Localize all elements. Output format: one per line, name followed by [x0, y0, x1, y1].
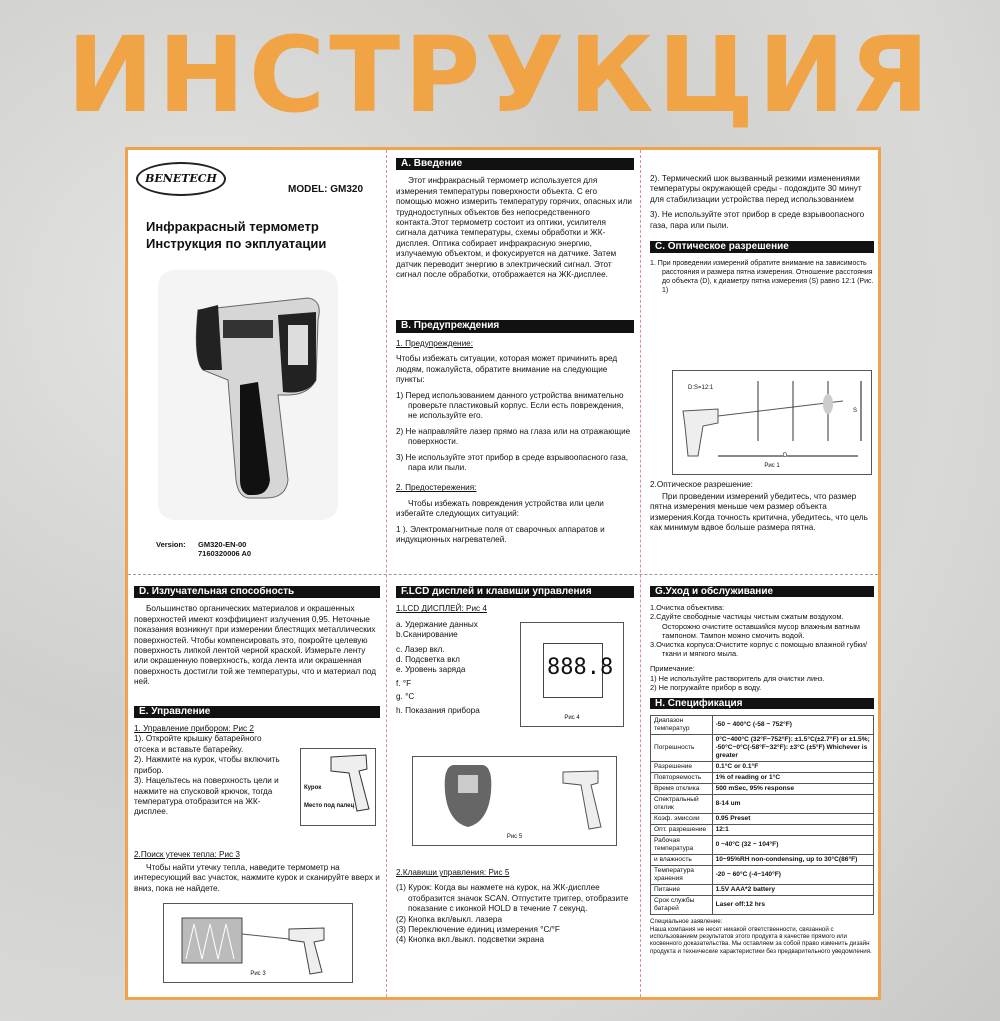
- caution-subtitle: 2. Предостережения:: [396, 483, 477, 493]
- spec-value: -50 ~ 400°C (-58 ~ 752°F): [712, 716, 873, 735]
- section-b-header: B. Предупреждения: [396, 320, 634, 332]
- spec-row: [651, 896, 874, 915]
- optical-subtitle: 2.Оптическое разрешение:: [650, 480, 753, 489]
- caution-intro: Чтобы избежать повреждения устройства или цели избегайте следующих ситуаций:: [396, 498, 604, 519]
- warning-item: 2) Не направляйте лазер прямо на глаза или на отражающие поверхности.: [396, 426, 631, 447]
- figure-caption: Рис 4: [564, 714, 580, 721]
- special-statement: [650, 918, 874, 955]
- legend-item: g. °C: [396, 692, 415, 702]
- emissivity-text: Большинство органических материалов и окрашенных поверхностей имеют коэффициент излучения 0,95. Неточные показания возникнут при измерении блестящих металлических поверхностей. Чтобы компенсировать это, покройте целевую поверхность липкой лентой черной краской. Измерьте ленту или окрашенную поверхность, когда лента или окрашенная поверхность достигли той же температуры, что и материал под ней.: [134, 604, 377, 687]
- section-c: [644, 150, 880, 574]
- heat-leak-subtitle: 2.Поиск утечек тепла: Рис 3: [134, 850, 240, 859]
- spec-row: [651, 814, 874, 825]
- care-item: 3.Очистка корпуса:Очистите корпус с помощью влажной губки/ткани и мягкого мыла.: [650, 640, 868, 659]
- key-item: (4) Кнопка вкл./выкл. подсветки экрана: [396, 935, 545, 945]
- version-code: GM320-EN-00: [198, 540, 247, 549]
- lcd-digits: 888.8: [547, 655, 614, 680]
- legend-item: e. Уровень заряда: [396, 665, 466, 675]
- warning-subtitle: 1. Предупреждение:: [396, 338, 473, 348]
- figure-1: [672, 370, 872, 475]
- spec-row: [651, 855, 874, 866]
- spec-row: [651, 735, 874, 762]
- statement-text: Наша компания не несет никакой ответственности, связанной с использованием результатов этого продукта в качестве прямого или косвенного доказательства. Мы оставляем за собой право изменить дизайн продукта и технические характеристики без предварительного уведомления.: [650, 925, 872, 955]
- legend-item: a. Удержание данных: [396, 619, 478, 629]
- trigger-label: Курок: [304, 785, 322, 791]
- figure-caption: Рис 3: [250, 970, 266, 977]
- operation-subtitle: 1. Управление прибором: Рис 2: [134, 724, 254, 734]
- spec-value: -20 ~ 60°C (-4~140°F): [712, 866, 873, 885]
- version-values: [198, 540, 251, 558]
- version-number: 7160320006 A0: [198, 549, 252, 558]
- row-divider: [128, 574, 878, 575]
- figure-4: [520, 622, 624, 727]
- cover-title-line: Инфракрасный термометр: [146, 219, 319, 234]
- key-item: (3) Переключение единиц измерения °C/°F: [396, 925, 560, 935]
- spec-value: 12:1: [712, 825, 873, 836]
- spec-row: [651, 795, 874, 814]
- spec-value: 8-14 um: [712, 795, 873, 814]
- warning-item: 1) Перед использованием данного устройства внимательно проверьте пластиковый корпус. Если есть повреждения, не используйте его.: [396, 390, 624, 421]
- spec-value: 1% of reading or 1°C: [712, 773, 873, 784]
- spec-row: [651, 866, 874, 885]
- spec-label: Опт. разрешение: [651, 825, 713, 836]
- spec-label: Время отклика: [651, 784, 713, 795]
- instruction-sheet: [125, 147, 881, 1000]
- spec-label: Питание: [651, 885, 713, 896]
- section-e-header: E. Управление: [134, 706, 380, 718]
- spec-label: Разрешение: [651, 762, 713, 773]
- spec-value: 1.5V AAA*2 battery: [712, 885, 873, 896]
- spec-label: Рабочая температура: [651, 836, 713, 855]
- spec-value: 500 mSec, 95% response: [712, 784, 873, 795]
- spec-row: [651, 773, 874, 784]
- page-title: ИНСТРУКЦИЯ: [66, 14, 934, 136]
- section-h-header: H. Спецификация: [650, 698, 874, 709]
- finger-label: Место под палец: [304, 803, 355, 809]
- spec-label: и влажность: [651, 855, 713, 866]
- heat-leak-text: Чтобы найти утечку тепла, наведите термометр на интересующий вас участок, нажмите курок и сканируйте вверх и вниз, пока не найдете.: [134, 863, 380, 893]
- section-g-h: [644, 578, 880, 1000]
- section-g-header: G.Уход и обслуживание: [650, 586, 874, 597]
- caution-item: 2). Термический шок вызванный резкими изменениями температуры окружающей среды - подождите 30 минут для стабилизации устройства перед использованием: [650, 174, 862, 204]
- spot-label: S: [853, 408, 858, 414]
- legend-item: b.Сканирование: [396, 630, 458, 640]
- spec-row: [651, 716, 874, 735]
- figure-caption: Рис 1: [764, 462, 780, 469]
- spec-row: [651, 762, 874, 773]
- operation-step: 1). Откройте крышку батарейного отсека и вставьте батарейку.: [134, 734, 262, 754]
- legend-item: f. °F: [396, 678, 412, 688]
- cover-title: [146, 218, 326, 252]
- section-a-b: [390, 150, 640, 574]
- note-item: 1) Не используйте растворитель для очистки линз.: [650, 673, 825, 683]
- spec-value: 0°C~400°C (32°F~752°F): ±1.5°C(±2.7°F) or ±1.5%; -50°C~0°C(-58°F~32°F): ±3°C (±5°F) Whichever is greater: [712, 735, 873, 762]
- section-c-header: C. Оптическое разрешение: [650, 241, 874, 253]
- spec-label: Погрешность: [651, 735, 713, 762]
- intro-text: Этот инфракрасный термометр используется для измерения температуры поверхности объекта. С его помощью можно измерить температуру горячих, опасных или труднодоступных объектов без непосредственного контакта.Этот термометр состоит из оптики, усилителя сигнала датчика температуры, схемы обработки и ЖК-дисплея. Оптика собирает инфракрасную энергию, излучаемую объектом, и фокусируется на датчике. Затем датчик переводит энергию в электрический сигнал. Этот сигнал после обработки, отображается на ЖК-дисплее.: [396, 176, 632, 280]
- key-item: (2) Кнопка вкл/выкл. лазера: [396, 914, 503, 924]
- spec-label: Спектральный отклик: [651, 795, 713, 814]
- warning-item: 3) Не используйте этот прибор в среде взрывоопасного газа, пара или пыли.: [396, 452, 629, 472]
- spec-label: Повторяемость: [651, 773, 713, 784]
- spec-row: [651, 885, 874, 896]
- note-item: 2) Не погружайте прибор в воду.: [650, 682, 762, 692]
- spec-label: Температура хранения: [651, 866, 713, 885]
- note-title: Примечание:: [650, 664, 695, 674]
- optical-text: 1. При проведении измерений обратите внимание на зависимость расстояния и размера пятна измерения. Отношение расстояния до объекта (D), к диаметру пятна измерения (S) равно 12:1 (Рис. 1): [650, 260, 874, 295]
- figure-3: [163, 903, 353, 983]
- caution-item: 3). Не используйте этот прибор в среде взрывоопасного газа, пара или пыли.: [650, 210, 865, 230]
- thermometer-image: [158, 270, 338, 520]
- figure-2: [300, 748, 376, 826]
- lcd-legend: [396, 620, 506, 716]
- spec-label: Срок службы батарей: [651, 896, 713, 915]
- care-item: 2.Сдуйте свободные частицы чистым сжатым воздухом. Осторожно очистите оставшийся мусор влажным ватным тампоном. Тампон можно смочить водой.: [650, 612, 860, 640]
- spec-value: 0 ~40°C (32 ~ 104°F): [712, 836, 873, 855]
- cover-title-line: Инструкция по экплуатации: [146, 236, 327, 251]
- figure-caption: Рис 5: [506, 833, 523, 840]
- spec-value: 0.1°C or 0.1°F: [712, 762, 873, 773]
- section-d-e: [128, 578, 386, 1000]
- spec-row: [651, 825, 874, 836]
- care-item: 1.Очистка объектива:: [650, 603, 725, 613]
- section-d-header: D. Излучательная способность: [134, 586, 380, 598]
- optical-text-2: При проведении измерений убедитесь, что размер пятна измерения меньше чем размер объекта измерения.Когда точность критична, убедитесь, что цель как минимум вдвое больше размера пятна.: [650, 492, 868, 533]
- spec-value: 10~95%RH non-condensing, up to 30°C(86°F): [712, 855, 873, 866]
- caution-item: 1 ). Электромагнитные поля от сварочных аппаратов и индукционных нагревателей.: [396, 524, 605, 544]
- model-label: MODEL: GM320: [288, 184, 364, 195]
- legend-item: c. Лазер вкл.: [396, 644, 445, 654]
- lcd-subtitle: 1.LCD ДИСПЛЕЙ: Рис 4: [396, 604, 487, 614]
- section-a-header: A. Введение: [396, 158, 634, 170]
- cover-panel: [128, 150, 386, 574]
- keys-subtitle: 2.Клавиши управления: Рис 5: [396, 868, 510, 877]
- legend-item: h. Показания прибора: [396, 705, 480, 715]
- spec-value: 0.95 Preset: [712, 814, 873, 825]
- spec-row: [651, 836, 874, 855]
- spec-row: [651, 784, 874, 795]
- section-f-header: F.LCD дисплей и клавиши управления: [396, 586, 634, 598]
- spec-value: Laser off:12 hrs: [712, 896, 873, 915]
- section-f: [390, 578, 640, 1000]
- spec-label: Коэф. эмиссии: [651, 814, 713, 825]
- version-label: Version:: [156, 540, 186, 549]
- figure-5: [412, 756, 617, 846]
- version-info: [156, 540, 252, 558]
- operation-step: 2). Нажмите на курок, чтобы включить прибор.: [134, 755, 280, 775]
- spec-label: Диапазон температур: [651, 716, 713, 735]
- statement-title: Специальное заявление:: [650, 918, 723, 926]
- key-item: (1) Курок: Когда вы нажмете на курок, на ЖК-дисплее отобразится значок SCAN. Отпустите триггер, отобразите показание с иконкой HOLD в течение 7 секунд.: [396, 883, 629, 914]
- legend-item: d. Подсветка вкл: [396, 655, 460, 665]
- operation-step: 3). Нацельтесь на поверхность цели и нажмите на спусковой крючок, тогда температура отобразится на ЖК-дисплее.: [134, 776, 279, 817]
- benetech-logo: BENETECH: [136, 162, 226, 196]
- ds-ratio: D:S=12:1: [688, 385, 714, 391]
- distance-label: D: [783, 451, 787, 461]
- warning-intro: Чтобы избежать ситуации, которая может причинить вред людям, пожалуйста, обратите внимание на следующие пункты:: [396, 354, 618, 385]
- spec-table: [650, 715, 874, 915]
